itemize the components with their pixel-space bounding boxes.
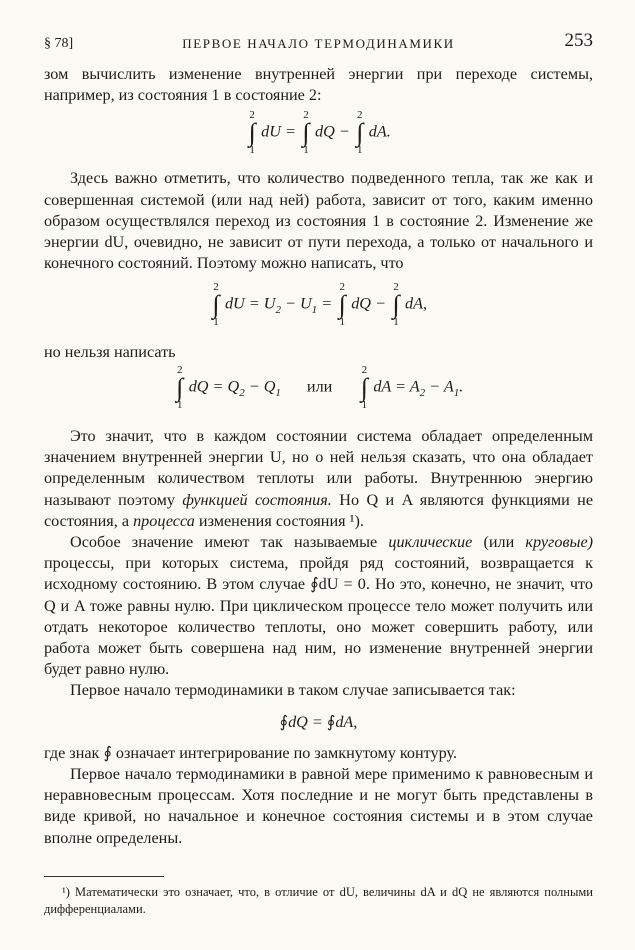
integral-sign: 2 ∫ 1 <box>248 109 256 157</box>
integral-sign: 2 ∫ 1 <box>302 109 310 157</box>
integral-sign: 2 ∫ 1 <box>338 281 346 329</box>
paragraph-5: Особое значение имеют так называемые циклические (или круговые) процессы, при которых система, пройдя ряд состояний, возвращается к исходному состоянию. В этом случае ∮dU = 0. Но это, конечно, не значит, что Q и A тоже равны нулю. При циклическом процессе тело может получить или отдать некоторое количество теплоты, оно может совершить работу, или работа может быть совершена над ним, но изменение внутренней энергии будет равно нулю. <box>44 532 594 679</box>
running-title: ПЕРВОЕ НАЧАЛО ТЕРМОДИНАМИКИ <box>182 36 455 51</box>
integral-sign: 2 ∫ 1 <box>392 281 400 329</box>
integral-sign: 2 ∫ 1 <box>212 281 220 329</box>
paragraph-4: Это значит, что в каждом состоянии система обладает определенным значением внутренней энергии U, но о ней нельзя сказать, что она обладает определенным количеством теплоты или работы. Внутреннюю энергию называют поэтому функцией состояния. Но Q и A являются функциями не состояния, а процесса изменения состояния ¹). <box>44 426 594 530</box>
integral-sign: 2 ∫ 1 <box>360 363 368 411</box>
equation-3: 2 ∫ 1 dQ = $Q_2 - Q_1$ или 2 ∫ 1 dA = $A_2 - A_1$. <box>44 375 593 404</box>
page-body <box>44 64 593 849</box>
term-cyclic: циклические <box>388 532 473 551</box>
equation-1: 2 ∫ 1 dU = 2 ∫ 1 dQ − 2 ∫ 1 dA. <box>44 120 593 146</box>
paragraph-2: Здесь важно отметить, что количество подведенного тепла, так же как и совершенная системой (или над ней) работа, зависит от того, каким именно образом осуществлялся переход из состояния 1 в состояние 2. Изменение же энергии dU, очевидно, не зависит от пути перехода, а только от начального и конечного состояний. Поэтому можно написать, что <box>44 169 593 273</box>
equation-2: 2 ∫ 1 dU = $U_2 - U_1$ = 2 ∫ 1 dQ − 2 ∫ 1 dA, <box>44 292 593 321</box>
page-header <box>44 30 593 54</box>
term-state-function: функцией состояния. <box>182 490 332 509</box>
section-marker: § 78] <box>44 36 74 51</box>
footnote: ¹) Математически это означает, что, в отличие от dU, величины dA и dQ не являются полными дифференциалами. <box>44 885 593 916</box>
paragraph-6: Первое начало термодинамики в таком случае записывается так: <box>70 681 516 700</box>
paragraph-7: где знак ∮ означает интегрирование по замкнутому контуру. <box>44 743 458 762</box>
paragraph-1: зом вычислить изменение внутренней энергии при переходе системы, например, из состояния 1 в состояние 2: <box>44 65 593 105</box>
paragraph-8: Первое начало термодинамики в равной мере применимо к равновесным и неравновесным процессам. Хотя последние и не могут быть представлены в виде кривой, но начальное и конечное состояния системы и в этом случае вполне определены. <box>44 764 593 847</box>
or-word: или <box>306 377 333 396</box>
integral-sign: 2 ∫ 1 <box>176 363 184 411</box>
integral-sign: 2 ∫ 1 <box>356 109 364 157</box>
paragraph-3: но нельзя написать <box>44 342 176 361</box>
page-number: 253 <box>564 30 593 51</box>
term-circular: круговые) <box>525 532 594 551</box>
footnote-rule <box>44 876 164 877</box>
term-process: процесса <box>133 511 195 530</box>
equation-4: ∮dQ = ∮dA, <box>279 712 358 731</box>
